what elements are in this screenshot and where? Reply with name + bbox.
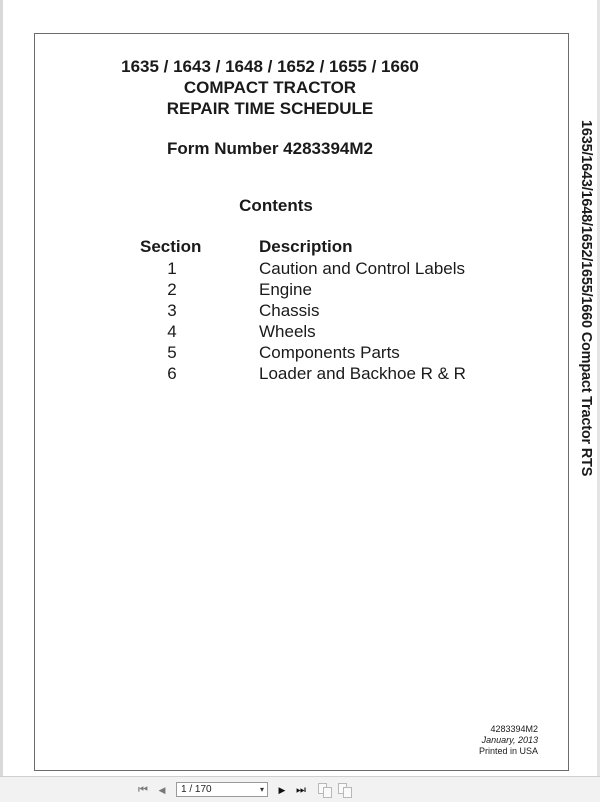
single-page-view-icon-back (323, 787, 332, 798)
description-column-header: Description (259, 237, 353, 256)
section-number: 1 (167, 259, 177, 278)
section-description: Components Parts (259, 343, 400, 362)
spine-text: 1635/1643/1648/1652/1655/1660 Compact Tractor RTS (578, 120, 594, 477)
section-description: Engine (259, 280, 312, 299)
footer-info (479, 724, 538, 757)
footer-date: January, 2013 (481, 735, 538, 745)
chevron-down-icon: ▾ (259, 785, 264, 794)
first-page-icon[interactable]: ⏮ (138, 784, 148, 796)
title-line-3: REPAIR TIME SCHEDULE (166, 99, 374, 118)
section-number: 6 (167, 364, 177, 383)
two-page-view-icon-back (343, 787, 352, 798)
last-page-icon[interactable]: ⏭ (296, 784, 306, 796)
section-number: 5 (167, 343, 177, 362)
pdf-toolbar (0, 776, 600, 802)
document-title (60, 56, 480, 119)
prev-page-icon[interactable]: ◀ (158, 785, 166, 795)
section-number: 4 (167, 322, 177, 341)
section-description: Loader and Backhoe R & R (259, 364, 466, 383)
form-number: Form Number 4283394M2 (167, 139, 373, 158)
models-line: 1635 / 1643 / 1648 / 1652 / 1655 / 1660 (121, 57, 419, 76)
section-number: 3 (167, 301, 177, 320)
next-page-icon[interactable]: ▶ (278, 785, 286, 795)
section-number: 2 (167, 280, 177, 299)
section-description: Wheels (259, 322, 316, 341)
spine-label (571, 120, 599, 500)
page-indicator: 1 / 170 (181, 784, 212, 795)
section-description: Chassis (259, 301, 320, 320)
section-description: Caution and Control Labels (259, 259, 466, 278)
page-number-select[interactable] (176, 782, 268, 797)
section-column-header: Section (140, 237, 202, 256)
contents-heading: Contents (239, 196, 313, 215)
footer-printed: Printed in USA (478, 746, 538, 756)
title-line-2: COMPACT TRACTOR (183, 78, 357, 97)
footer-code: 4283394M2 (490, 724, 538, 734)
viewer-left-edge (0, 0, 3, 776)
